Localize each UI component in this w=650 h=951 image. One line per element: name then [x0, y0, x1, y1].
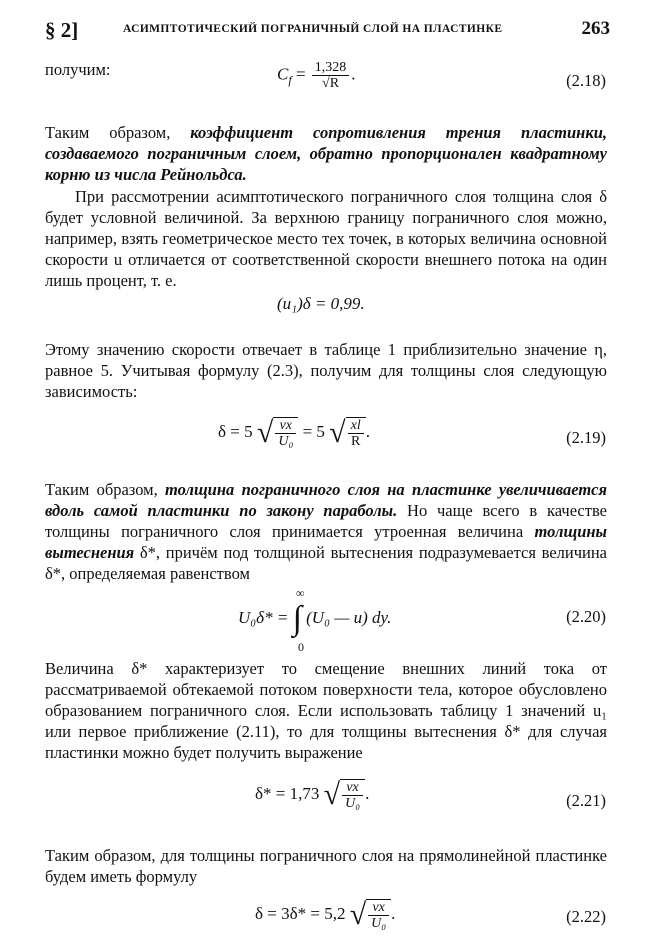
equation-2-19: δ = 5 √ $\frac{\nu x}{\text{U₀}}$ = 5 √ $\frac{xl}{R}$ . [218, 416, 370, 449]
section-mark: § 2] [45, 18, 79, 42]
equation-number: (2.20) [566, 607, 606, 626]
running-title: АСИМПТОТИЧЕСКИЙ ПОГРАНИЧНЫЙ СЛОЙ НА ПЛАСТИНКЕ [123, 23, 503, 35]
page-number: 263 [581, 18, 610, 39]
equation-2-20: U₀δ* = ∫ (U₀ — u) dy. ∞ 0 [238, 586, 392, 654]
paragraph-1: Таким образом, коэффициент сопротивления трения пластинки, создаваемого пограничным слоем, обратно пропорционален квадратному корню из числа Рейнольдса. [45, 123, 608, 184]
paragraph-2: При рассмотрении асимптотического пограничного слоя толщина слоя δ будет условной величиной. За верхнюю границу пограничного слоя можно, например, взять геометрическое место тех точек, в которых величина основной скорости u отличается от соответственной скорости внешнего потока на один лишь процент, т. е. [45, 187, 607, 290]
integral-sign: ∫ [292, 600, 302, 637]
paragraph-4: Таким образом, толщина пограничного слоя на пластинке увеличивается вдоль самой пластинки по закону параболы. Но чаще всего в качестве толщины пограничного слоя принимается утроенная величина толщины вытеснения δ*, причём под толщиной вытеснения подразумевается величина δ*, определяемая равенством [45, 480, 607, 583]
intro-word: получим: [45, 60, 111, 79]
equation-2-22: δ = 3δ* = 5,2 √ $\frac{\nu x}{\text{U₀}}$ . [255, 898, 396, 931]
paragraph-5: Величина δ* характеризует то смещение внешних линий тока от рассматриваемой обтекаемой потоком поверхности тела, которое обусловлено образованием пограничного слоя. Если использовать таблицу 1 значений u₁ или первое приближение (2.11), то для толщины вытеснения δ* для случая пластинки можно будет получить выражение [45, 659, 607, 762]
paragraph-3: Этому значению скорости отвечает в таблице 1 приблизительно значение η, равное 5. Учитывая формулу (2.3), получим для толщины слоя следующую зависимость: [45, 340, 607, 401]
equation-number: (2.22) [566, 907, 606, 926]
paragraph-6: Таким образом, для толщины пограничного слоя на прямолинейной пластинке будем иметь формулу [45, 846, 607, 886]
running-header [45, 18, 610, 42]
equation-number: (2.21) [566, 791, 606, 810]
fraction: $\frac{1,328}{√R}$ [312, 60, 350, 91]
equation-2-18: $C_f$ = $\frac{1,328}{√R}$ . [277, 60, 356, 91]
equation-number: (2.19) [566, 428, 606, 447]
equation-number: (2.18) [566, 71, 606, 90]
equation-u1: (u₁)δ = 0,99. [277, 294, 365, 313]
equation-2-21: δ* = 1,73 √ $\frac{\nu x}{\text{U₀}}$ . [255, 778, 370, 811]
